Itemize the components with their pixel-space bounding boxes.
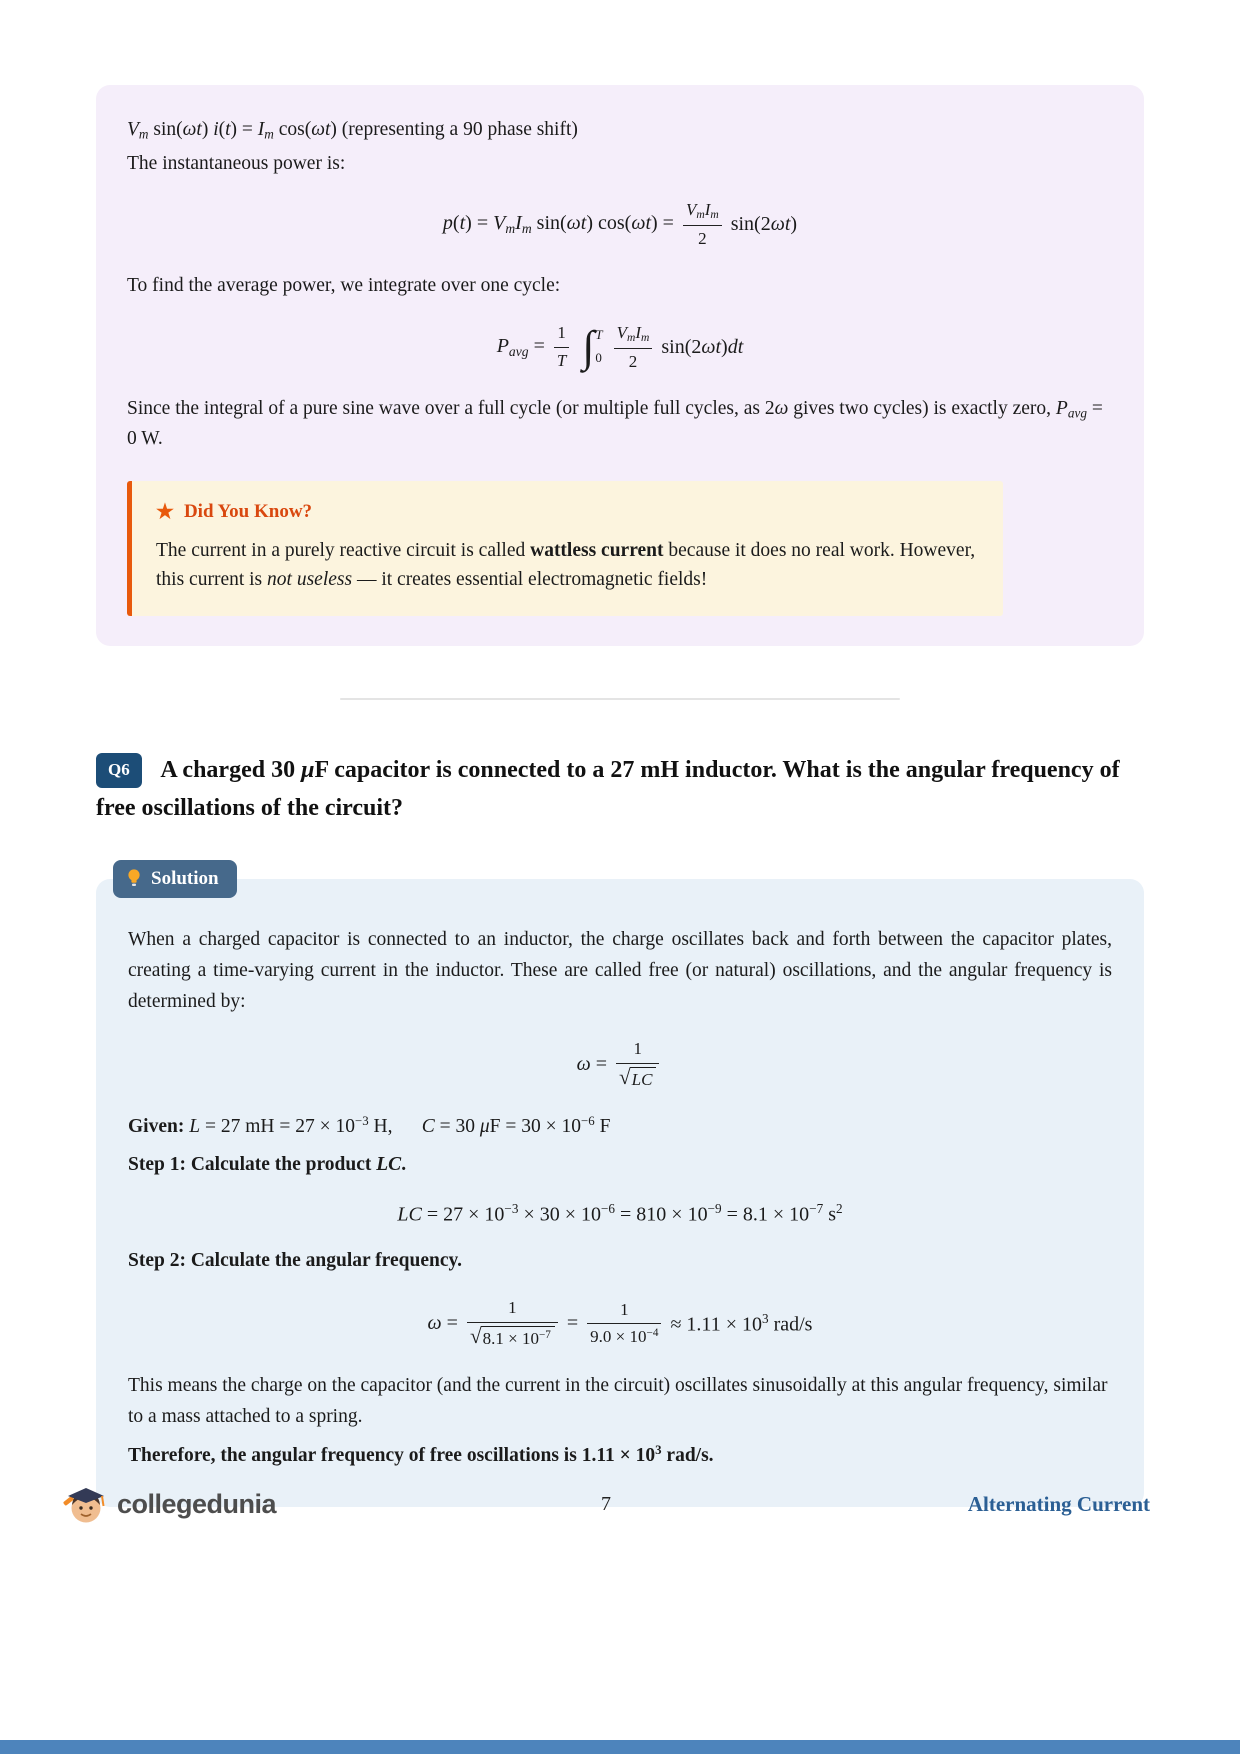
fraction-denominator: 2 — [628, 351, 638, 371]
integral-lower-limit: 0 — [595, 350, 602, 366]
did-you-know-title: Did You Know? — [183, 500, 313, 522]
equation-lhs: p(t) = VmIm sin(ωt) cos(ωt) = — [442, 212, 674, 236]
bottom-bar — [0, 1740, 1240, 1754]
fraction-numerator: 1 — [633, 1039, 642, 1059]
equals-sign: = — [566, 1312, 579, 1335]
section-divider — [340, 698, 900, 700]
step2-heading: Step 2: Calculate the angular frequency. — [128, 1249, 463, 1271]
did-you-know-body: The current in a purely reactive circuit is called wattless current because it does no real work. However, this current is not useless — it creates essential electromagnetic fields! — [156, 539, 976, 591]
integral-sign-icon: ∫ — [582, 322, 595, 372]
did-you-know-header — [156, 501, 979, 523]
step1-heading: Step 1: Calculate the product LC. — [128, 1154, 407, 1176]
fraction-denominator: T — [556, 350, 567, 370]
radicand: $8.1 \times 10^{-7}$ — [481, 1326, 555, 1350]
radicand: LC — [630, 1067, 657, 1090]
collegedunia-mascot-icon — [62, 1482, 108, 1526]
did-you-know-callout — [127, 481, 1003, 617]
square-root — [618, 1064, 656, 1090]
equation-lhs: ω = — [427, 1312, 458, 1335]
instantaneous-power-label: The instantaneous power is: — [127, 152, 346, 174]
equation-rhs: ≈ $1.11 \times 10^3$ rad/s — [670, 1310, 813, 1336]
radical-sign-icon: √ — [469, 1323, 482, 1348]
solution-paragraph-2: This means the charge on the capacitor (and the current in the circuit) oscillates sinusoidally at this angular frequency, similar to a mass attached to a spring. — [128, 1375, 1108, 1427]
solution-paragraph-1: When a charged capacitor is connected to an inductor, the charge oscillates back and forth between the capacitor plates, creating a time-varying current in the inductor. These are called free (or natural) oscillations, and the angular frequency is determined by: — [128, 928, 1112, 1012]
equation-rhs: sin(2ωt)dt — [661, 335, 744, 358]
fraction-bar — [587, 1323, 661, 1324]
solution-tag — [113, 860, 237, 898]
average-power-equation — [127, 323, 1113, 373]
phase-shift-line: Vm sin(ωt) i(t) = Im cos(ωt) (representing a 90 phase shift) — [127, 119, 578, 142]
fraction-numerator: 1 — [620, 1299, 629, 1319]
fraction-numerator: VmIm — [616, 322, 650, 344]
collegedunia-logo — [62, 1482, 601, 1526]
solution-panel — [96, 867, 1144, 1507]
angular-frequency-equation — [128, 1298, 1112, 1349]
omega-formula-equation — [128, 1039, 1112, 1090]
fraction-numerator: 1 — [557, 323, 566, 343]
fraction-numerator: VmIm — [685, 199, 719, 222]
fraction-bar — [467, 1322, 558, 1323]
fraction-bar — [554, 347, 569, 348]
question-number-badge: Q6 — [96, 753, 142, 787]
fraction-bar — [614, 348, 653, 349]
solution-tag-label: Solution — [151, 867, 219, 889]
instantaneous-power-equation — [127, 200, 1113, 250]
fraction — [683, 200, 722, 250]
average-power-intro: To find the average power, we integrate over one cycle: — [127, 275, 561, 297]
lightbulb-icon — [126, 868, 142, 889]
given-line: Given: L = 27 mH = $27 \times 10^{-3}$ H, C = 30 $\mu F = 30 \times 10^{-6}$ F — [128, 1114, 611, 1138]
square-root — [469, 1323, 555, 1350]
equation-rhs: sin(2ωt) — [730, 213, 798, 236]
fraction — [587, 1300, 661, 1348]
fraction-denominator — [616, 1064, 659, 1090]
conclusion-line: Therefore, the angular frequency of free oscillations is $1.11 \times 10^3$ rad/s. — [128, 1442, 714, 1466]
equation-lhs: Pavg = — [496, 334, 545, 359]
equation-lhs: ω = — [576, 1053, 607, 1076]
fraction-numerator: 1 — [508, 1298, 517, 1318]
lc-product-equation: LC = $27 \times 10^{-3} \times 30 \times 10^{-6} = 810 \times 10^{-9} = 8.1 \times 10^{-7}$ $s^2$ — [397, 1200, 843, 1225]
fraction-denominator: 2 — [698, 228, 707, 248]
radical-sign-icon: √ — [618, 1064, 631, 1089]
fraction-bar — [616, 1063, 659, 1064]
fraction — [554, 323, 569, 371]
page-footer — [62, 1482, 1150, 1526]
question-text: A charged 30 μF capacitor is connected to a 27 mH inductor. What is the angular frequency of free oscillations of the circuit? — [96, 757, 1120, 821]
fraction-bar — [683, 225, 722, 226]
fraction-denominator — [467, 1323, 558, 1350]
zero-average-paragraph: Since the integral of a pure sine wave over a full cycle (or multiple full cycles, as 2ω gives two cycles) is exactly zero, Pavg = 0 W. — [127, 398, 1103, 449]
fraction — [616, 1039, 659, 1090]
page-number: 7 — [601, 1492, 611, 1515]
question-q6 — [96, 752, 1144, 827]
integral — [582, 322, 603, 372]
power-derivation-panel — [96, 85, 1144, 646]
star-icon: ★ — [156, 500, 174, 523]
chapter-title: Alternating Current — [967, 1491, 1150, 1516]
fraction-denominator: $9.0 \times 10^{-4}$ — [590, 1327, 659, 1347]
integral-upper-limit: T — [595, 327, 603, 343]
integral-limits — [594, 325, 602, 369]
collegedunia-logo-text: collegedunia — [117, 1488, 277, 1519]
fraction — [614, 323, 653, 373]
fraction — [467, 1298, 558, 1349]
